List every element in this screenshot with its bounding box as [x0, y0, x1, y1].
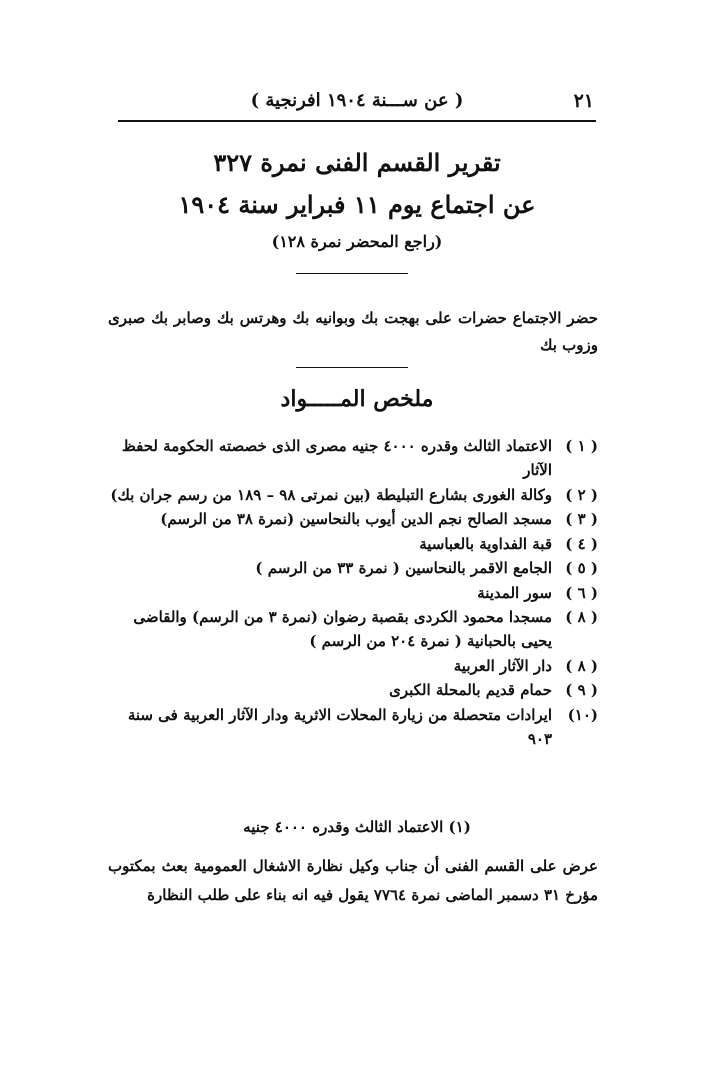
item-text: مسجدا محمود الكردى بقصبة رضوان (نمرة ٣ من الرسم) والقاضى يحيى بالحبانية ( نمرة ٢٠٤ من الرسم ): [133, 608, 552, 650]
section-body-text: عرض على القسم الفنى أن جناب وكيل نظارة الاشغال العمومية بعث بمكتوب مؤرخ ٣١ دسمبر الماضى نمرة ٧٧٦٤ يقول فيه انه بناء على طلب النظارة: [108, 857, 598, 904]
meeting-date: عن اجتماع يوم ١١ فبراير سنة ١٩٠٤: [178, 190, 536, 219]
item-text: حمام قديم بالمحلة الكبرى: [389, 681, 552, 699]
item-number: ( ٢ ): [565, 485, 598, 504]
item-text: سور المدينة: [477, 583, 552, 602]
item-number: ( ٩ ): [565, 681, 598, 699]
item-number: ( ٨ ): [565, 608, 598, 626]
item-number: ( ٦ ): [565, 583, 598, 602]
summary-item: [108, 605, 598, 653]
summary-item: [108, 483, 598, 507]
summary-item: [108, 581, 598, 605]
item-number: ( ١ ): [565, 437, 598, 455]
item-number: (١٠): [567, 705, 598, 724]
running-title: ( عن ســـنة ١٩٠٤ افرنجية ): [250, 90, 464, 111]
item-text: مسجد الصالح نجم الدين أيوب بالنحاسين (نمرة ٣٨ من الرسم): [160, 510, 552, 528]
minutes-reference: (راجع المحضر نمرة ١٢٨): [271, 232, 443, 251]
summary-item: [108, 434, 598, 482]
summary-item: [108, 678, 598, 702]
summary-list: [108, 434, 598, 751]
item-text: الجامع الاقمر بالنحاسين ( نمرة ٣٣ من الرسم ): [255, 559, 552, 577]
summary-item: [108, 703, 598, 751]
summary-item: [108, 532, 598, 556]
item-number: ( ٤ ): [565, 534, 598, 553]
item-text: ايرادات متحصلة من زيارة المحلات الاثرية ودار الآثار العربية فى سنة ٩٠٣: [127, 705, 552, 748]
item-number: ( ٨ ): [565, 656, 598, 675]
item-number: ( ٥ ): [565, 559, 598, 577]
section-heading: (١) الاعتماد الثالث وقدره ٤٠٠٠ جنيه: [243, 818, 471, 836]
page-number: ٢١: [573, 90, 594, 112]
summary-heading: ملخص المـــــواد: [280, 386, 434, 412]
item-text: دار الآثار العربية: [453, 656, 552, 675]
item-number: ( ٣ ): [565, 510, 598, 528]
title-block: [118, 142, 596, 256]
attendance-paragraph: حضر الاجتماع حضرات على بهجت بك وبوانيه بك وهرتس بك وصابر بك صبرى وزوب بك: [108, 309, 598, 354]
running-header: [118, 86, 596, 122]
item-text: قبة الفداوية بالعباسية: [419, 534, 552, 553]
report-title: تقرير القسم الفنى نمرة ٣٢٧: [213, 148, 501, 177]
item-text: الاعتماد الثالث وقدره ٤٠٠٠ جنيه مصرى الذى خصصته الحكومة لحفظ الآثار: [121, 437, 552, 479]
summary-item: [108, 556, 598, 580]
divider-rule: [296, 273, 408, 274]
divider-rule: [296, 367, 408, 368]
summary-item: [108, 507, 598, 531]
summary-item: [108, 654, 598, 678]
item-text: وكالة الغورى بشارع التبليطة (بين نمرتى ٩٨ – ١٨٩ من رسم جران بك): [110, 485, 552, 504]
